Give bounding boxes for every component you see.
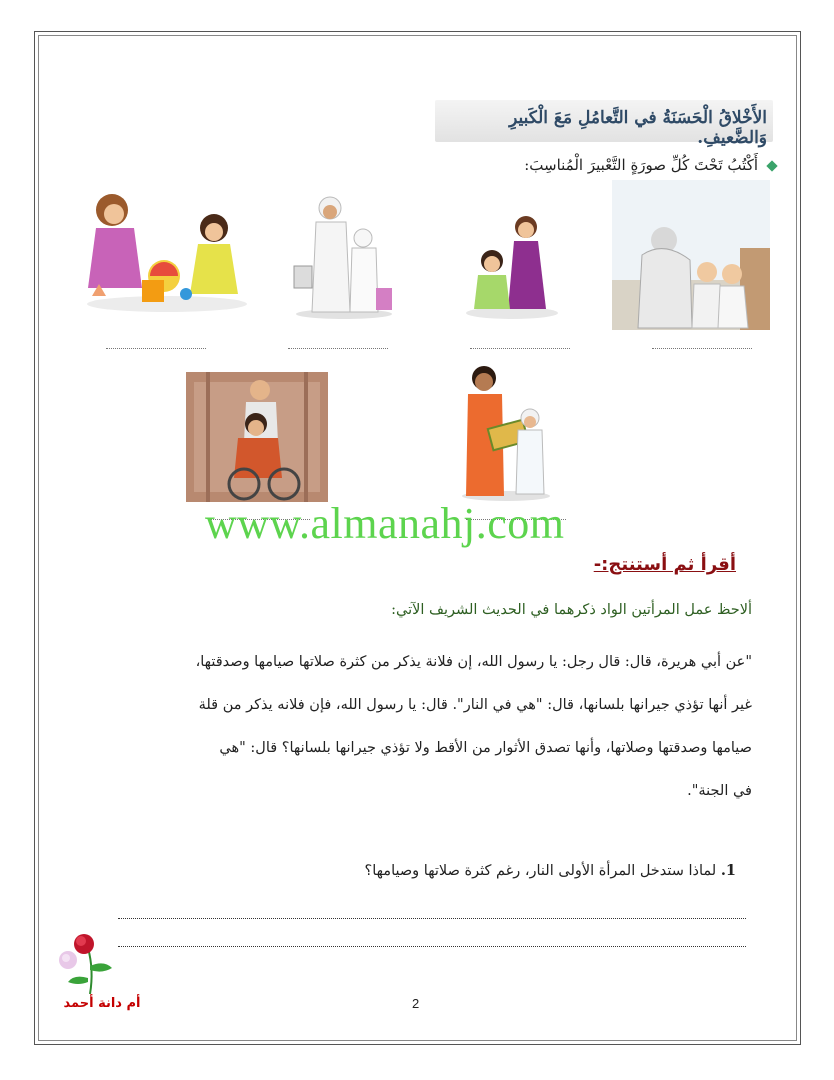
answer-line-picture-3[interactable]	[288, 348, 388, 349]
illustration-girls-playing	[82, 176, 252, 316]
watermark: www.almanahj.com	[205, 499, 565, 548]
answer-line-question-1a[interactable]	[118, 918, 746, 919]
instruction	[524, 156, 776, 174]
question-1-number: 1.	[720, 862, 736, 879]
question-1	[365, 862, 737, 879]
instruction-text: أَكْتُبُ تَحْتَ كُلِّ صورَةٍ التَّعْبيرَ الْمُناسِبَ:	[524, 156, 758, 174]
answer-line-picture-1[interactable]	[652, 348, 752, 349]
question-1-text: لماذا ستدخل المرأة الأولى النار، رغم كثرة صلاتها وصيامها؟	[364, 863, 717, 879]
hadith-line-1: "عن أبي هريرة، قال: قال رجل: يا رسول الله، إن فلانة يذكر من كثرة صلاتها صيامها وصدقتها،	[195, 654, 752, 670]
logo-text: أم دانة أحمد	[63, 996, 141, 1011]
answer-line-picture-2[interactable]	[470, 348, 570, 349]
illustration-father-son-bags	[288, 190, 400, 320]
answer-line-picture-4[interactable]	[106, 348, 206, 349]
hadith-line-4: في الجنة".	[687, 783, 752, 799]
page-number: 2	[412, 996, 420, 1011]
hadith-line-2: غير أنها تؤذي جيرانها بلسانها، قال: "هي في النار". قال: يا رسول الله، فإن فلانه يذكر من قلة	[198, 697, 752, 713]
answer-line-question-1b[interactable]	[118, 946, 746, 947]
illustration-boy-giving-gift	[456, 362, 556, 502]
hadith-line-3: صيامها وصدقتها وصلاتها، وأنها تصدق الأثوار من الأقط ولا تؤذي جيرانها بلسانها؟ قال: "هي	[219, 740, 752, 756]
intro-text: ألاحظ عمل المرأتين الواد ذكرهما في الحديث الشريف الآتي:	[391, 602, 752, 618]
illustration-elderly-man	[612, 180, 770, 330]
rose-logo-icon	[54, 930, 124, 996]
illustration-wheelchair	[186, 372, 328, 502]
illustration-girl-helping-child	[462, 205, 562, 320]
lesson-title: الأَخْلاقُ الْحَسَنَةُ في التَّعامُلِ مَعَ الْكَبيرِ وَالضَّعيفِ.	[435, 100, 773, 142]
bullet-icon	[766, 160, 777, 171]
section-heading: أقرأ ثم أستنتج:-	[593, 554, 736, 575]
